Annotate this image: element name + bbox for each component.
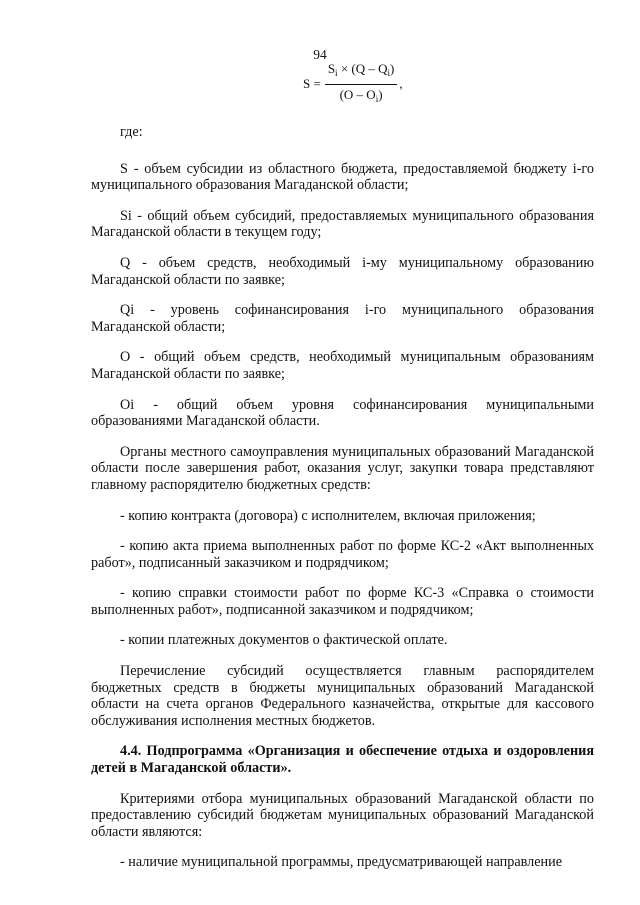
formula-comma: , [399,75,403,91]
paragraph-def-s: S - объем субсидии из областного бюджета, предоставляемой бюджету i-го муниципального образования Магаданской области; [91,160,594,194]
denominator-sub-i: i [375,93,379,104]
numerator-sub-i2: i [387,67,391,78]
document-body [91,124,594,885]
list-item-contract: - копию контракта (договора) с исполнителем, включая приложения; [120,507,536,524]
numerator-s: S [327,60,336,76]
subsidy-formula [303,60,403,104]
numerator-end: ) [390,60,395,76]
list-item-payments: - копии платежных документов о фактической оплате. [120,632,448,649]
paragraph-def-q: Q - объем средств, необходимый i-му муниципальному образованию Магаданской области по заявке; [91,254,594,288]
paragraph-def-o: O - общий объем средств, необходимый муниципальным образованиям Магаданской области по заявке; [91,349,594,382]
paragraph-transfer: Перечисление субсидий осуществляется главным распорядителем бюджетных средств в бюджеты муниципальных образований Магаданской области на счета органов Федерального казначейства, открытые для кассового обслуживания исполнения местных бюджетов. [91,663,594,729]
list-item-ks2: - копию акта приема выполненных работ по форме КС-2 «Акт выполненных работ», подписанный заказчиком и подрядчиком; [91,538,594,571]
paragraph-def-si: Si - общий объем субсидий, предоставляемых муниципального образования Магаданской области в текущем году; [91,207,594,241]
numerator-sub-i: i [335,67,338,78]
list-item-ks3: - копию справки стоимости работ по форме КС-3 «Справка о стоимости выполненных работ», подписанной заказчиком и подрядчиком; [91,585,594,618]
section-heading-4-4: 4.4. Подпрограмма «Организация и обеспечение отдыха и оздоровления детей в Магаданской области». [91,743,594,777]
paragraph-def-oi: Oi - общий объем уровня софинансирования муниципальными образованиями Магаданской области. [91,396,594,430]
formula-denominator [340,85,383,108]
paragraph-organs: Органы местного самоуправления муниципальных образований Магаданской области после завершения работ, оказания услуг, закупки товара представляют главному распорядителю бюджетных средств: [91,443,594,493]
paragraph-where: где: [120,124,143,140]
numerator-mid: × (Q – Q [337,60,388,76]
denominator-start: (O – O [339,86,376,102]
paragraph-criteria: Критериями отбора муниципальных образований Магаданской области по предоставлению субсидий бюджетам муниципальных образований Магаданской области являются: [91,790,594,840]
formula-numerator [325,61,398,85]
page-number: 94 [313,47,327,62]
paragraph-def-qi: Qi - уровень софинансирования i-го муниципального образования Магаданской области; [91,302,594,335]
denominator-end: ) [378,86,383,102]
formula-fraction [325,61,398,107]
list-item-program: - наличие муниципальной программы, предусматривающей направление [120,854,563,871]
formula-lhs: S = [303,75,321,91]
